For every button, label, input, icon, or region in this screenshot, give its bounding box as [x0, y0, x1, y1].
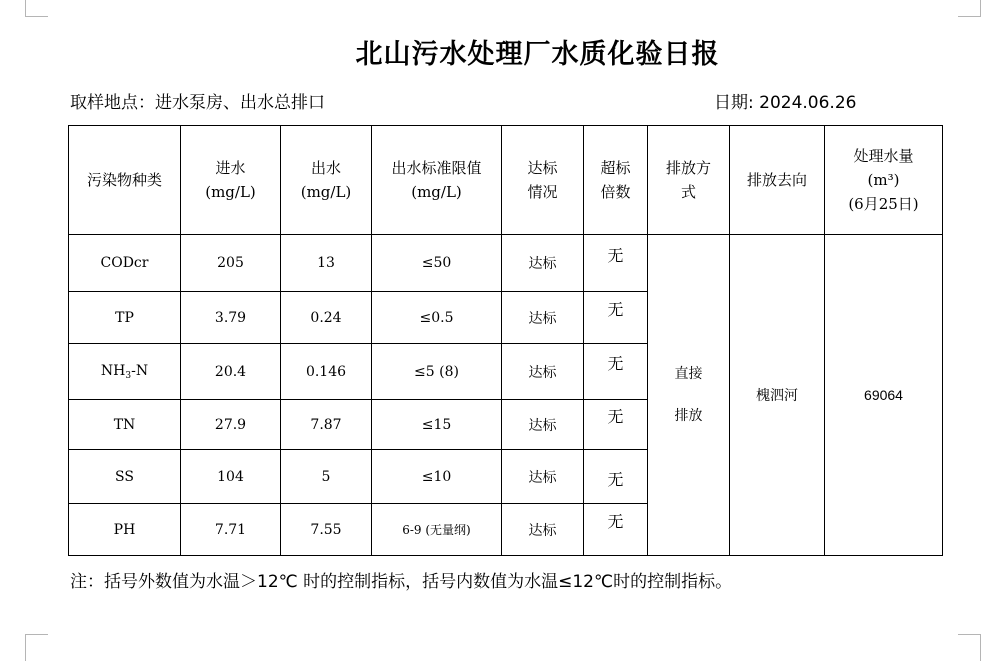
exceed-cell: [584, 504, 648, 556]
pollutant-cell: [69, 344, 181, 400]
destination-cell: 槐泗河: [730, 235, 825, 556]
exceed-value: 无: [607, 300, 624, 319]
limit-cell: ≤15: [372, 400, 502, 450]
discharge-method-line1: 直接: [674, 366, 703, 382]
exceed-value: 无: [607, 245, 624, 265]
pollutant-subscript: 3: [125, 370, 132, 381]
pollutant-cell: TN: [69, 400, 181, 450]
exceed-cell: [584, 235, 648, 292]
header-volume-unit: (m³): [867, 171, 900, 189]
status-cell: 达标: [502, 292, 584, 344]
inflow-cell: 20.4: [181, 344, 281, 400]
header-exceed-line2: 倍数: [600, 183, 631, 201]
limit-cell: ≤50: [372, 235, 502, 292]
header-exceed-line1: 超标: [600, 159, 631, 177]
exceed-value: 无: [607, 407, 624, 426]
exceed-cell: [584, 450, 648, 504]
header-discharge-line1: 排放方: [665, 159, 711, 177]
exceed-cell: [584, 344, 648, 400]
outflow-cell: 0.146: [281, 344, 372, 400]
exceed-value: 无: [607, 354, 624, 373]
header-limit: [372, 126, 502, 235]
outflow-cell: 0.24: [281, 292, 372, 344]
crop-mark-top-right: [958, 0, 981, 17]
inflow-cell: 104: [181, 450, 281, 504]
inflow-cell: 3.79: [181, 292, 281, 344]
footnote: 注：括号外数值为水温＞12℃ 时的控制指标，括号内数值为水温≤12℃时的控制指标。: [70, 572, 733, 592]
header-discharge-method: [648, 126, 730, 235]
header-status-line1: 达标: [527, 159, 558, 177]
header-exceed: [584, 126, 648, 235]
header-inflow-label: 进水: [215, 159, 246, 177]
header-pollutant: 污染物种类: [69, 126, 181, 235]
status-cell: 达标: [502, 344, 584, 400]
report-title: 北山污水处理厂水质化验日报: [355, 39, 720, 70]
discharge-method-line2: 排放: [674, 408, 703, 424]
exceed-value: 无: [607, 512, 624, 531]
status-cell: 达标: [502, 235, 584, 292]
limit-cell: ≤0.5: [372, 292, 502, 344]
header-destination: 排放去向: [730, 126, 825, 235]
discharge-method-cell: [648, 235, 730, 556]
crop-mark-bottom-right: [958, 634, 981, 661]
header-volume: [825, 126, 943, 235]
header-volume-date: (6月25日): [848, 195, 919, 213]
pollutant-tail: -N: [131, 362, 149, 379]
header-status-line2: 情况: [527, 183, 558, 201]
limit-cell: 6-9 (无量纲): [372, 504, 502, 556]
exceed-cell: [584, 400, 648, 450]
status-cell: 达标: [502, 504, 584, 556]
status-cell: 达标: [502, 400, 584, 450]
report-date: 日期: 2024.06.26: [714, 93, 857, 113]
header-discharge-line2: 式: [680, 183, 696, 201]
header-limit-unit: (mg/L): [411, 183, 462, 201]
header-status: [502, 126, 584, 235]
header-outflow-unit: (mg/L): [300, 183, 352, 201]
table-row: [69, 235, 943, 292]
header-volume-label: 处理水量: [853, 147, 914, 165]
outflow-cell: 5: [281, 450, 372, 504]
inflow-cell: 27.9: [181, 400, 281, 450]
pollutant-main: NH: [100, 362, 126, 379]
header-limit-label: 出水标准限值: [391, 159, 482, 177]
exceed-cell: [584, 292, 648, 344]
pollutant-cell: PH: [69, 504, 181, 556]
crop-mark-top-left: [25, 0, 48, 17]
pollutant-cell: TP: [69, 292, 181, 344]
status-cell: 达标: [502, 450, 584, 504]
header-outflow-label: 出水: [310, 159, 341, 177]
limit-cell: ≤5 (8): [372, 344, 502, 400]
water-quality-table: [68, 125, 943, 556]
sampling-location: 取样地点：进水泵房、出水总排口: [70, 93, 325, 113]
pollutant-cell: SS: [69, 450, 181, 504]
treated-volume-cell: 69064: [825, 235, 943, 556]
inflow-cell: 205: [181, 235, 281, 292]
header-inflow: [181, 126, 281, 235]
header-inflow-unit: (mg/L): [205, 183, 256, 201]
limit-cell: ≤10: [372, 450, 502, 504]
outflow-cell: 7.55: [281, 504, 372, 556]
exceed-value: 无: [607, 470, 624, 489]
header-outflow: [281, 126, 372, 235]
outflow-cell: 13: [281, 235, 372, 292]
inflow-cell: 7.71: [181, 504, 281, 556]
header-row: [69, 126, 943, 235]
crop-mark-bottom-left: [25, 634, 48, 661]
pollutant-cell: CODcr: [69, 235, 181, 292]
outflow-cell: 7.87: [281, 400, 372, 450]
